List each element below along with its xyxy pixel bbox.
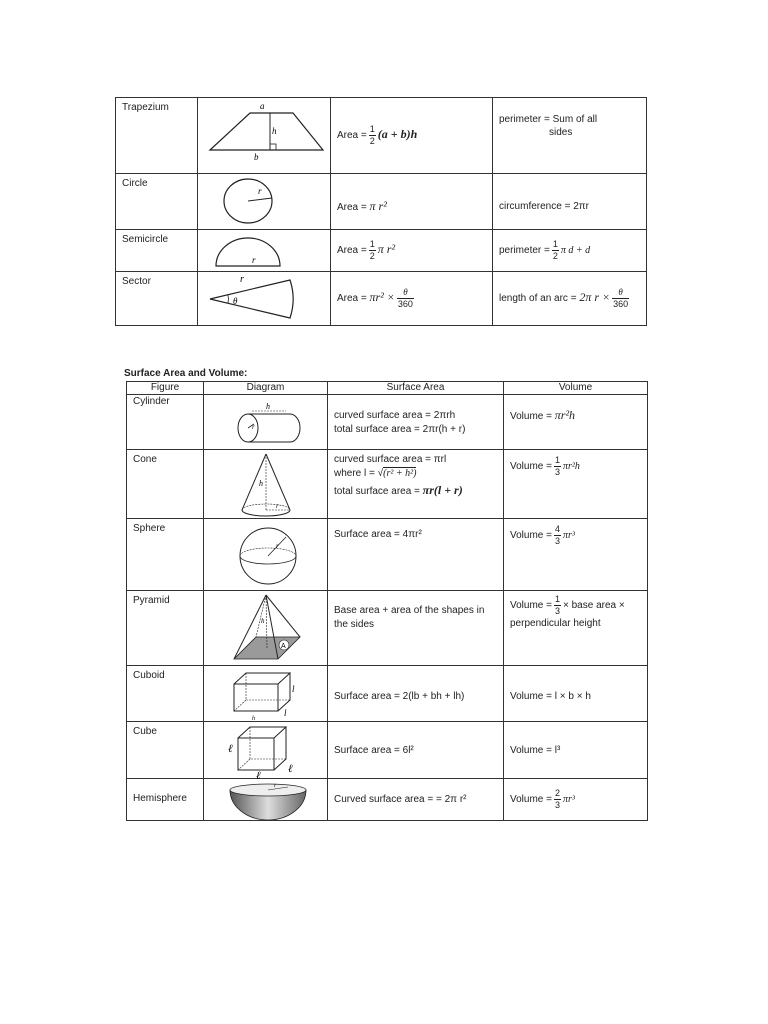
label-h: h xyxy=(252,716,255,722)
semicircle-icon xyxy=(198,230,331,272)
area-formula: Area = $\frac{1}{2}$ π r² xyxy=(331,230,493,272)
figure-name: Cuboid xyxy=(127,666,204,722)
label-l-left: ℓ xyxy=(228,743,233,755)
table-row xyxy=(116,272,647,326)
table-row xyxy=(116,230,647,272)
circumference-formula: circumference = 2πr xyxy=(493,174,647,230)
trapezium-diagram xyxy=(198,98,331,174)
table-row xyxy=(116,174,647,230)
volume-formula: Volume = l³ xyxy=(504,722,648,779)
label-l: l xyxy=(292,684,295,694)
table-row xyxy=(127,450,648,519)
shape-name: Semicircle xyxy=(116,230,198,272)
cylinder-icon xyxy=(204,395,328,450)
label-l-right: ℓ xyxy=(288,763,293,775)
table-row xyxy=(127,395,648,450)
label-h: h xyxy=(259,479,263,488)
surface-area-formula: curved surface area = πrl where l = √(r² + h²) total surface area = πr(l + r) xyxy=(328,450,504,519)
section-title: Surface Area and Volume: xyxy=(124,368,248,379)
arc-length-formula: length of an arc = 2π r × $\frac{\theta}{360}$ xyxy=(493,272,647,326)
pyramid-diagram xyxy=(204,591,328,666)
label-r: r xyxy=(252,255,256,265)
label-r: r xyxy=(274,783,277,789)
trapezium-icon xyxy=(198,98,331,174)
label-b: b xyxy=(254,152,259,162)
pyramid-icon xyxy=(204,591,328,666)
cube-diagram xyxy=(204,722,328,779)
volume-formula: Volume = $\frac{1}{3}$ πr²h xyxy=(504,450,648,519)
label-theta: θ xyxy=(233,296,238,306)
hemisphere-diagram xyxy=(204,779,328,821)
label-h: h xyxy=(266,402,270,411)
label-b: l xyxy=(284,708,287,718)
table-row xyxy=(127,666,648,722)
figure-name: Cube xyxy=(127,722,204,779)
hemisphere-icon xyxy=(204,779,328,821)
area-formula: Area = $\frac{1}{2}$ (a + b)h xyxy=(331,98,493,174)
sqrt-icon: √ xyxy=(377,468,384,479)
circle-diagram xyxy=(198,174,331,230)
header-surface-area: Surface Area xyxy=(328,382,504,395)
volume-formula: Volume = $\frac{1}{3}$ × base area × perpendicular height xyxy=(504,591,648,666)
surface-area-formula: Base area + area of the shapes in the sides xyxy=(328,591,504,666)
volume-formula: Volume = $\frac{2}{3}$ πr³ xyxy=(504,779,648,821)
header-volume: Volume xyxy=(504,382,648,395)
cone-icon xyxy=(204,450,328,519)
label-l-bottom: ℓ xyxy=(256,770,261,779)
label-r: r xyxy=(240,274,244,285)
header-row xyxy=(127,382,648,395)
cube-icon xyxy=(204,722,328,779)
shape-name: Sector xyxy=(116,272,198,326)
label-r: r xyxy=(276,502,279,510)
area-formula: Area = πr² × $\frac{\theta}{360}$ xyxy=(331,272,493,326)
area-formula: Area = π r² xyxy=(331,174,493,230)
figure-name: Hemisphere xyxy=(127,779,204,821)
table-row xyxy=(127,722,648,779)
label-r: r xyxy=(252,423,255,431)
volume-formula: Volume = πr²h xyxy=(504,395,648,450)
figure-name: Cylinder xyxy=(127,395,204,450)
table-row xyxy=(127,519,648,591)
perimeter-formula: perimeter = Sum of all sides xyxy=(493,98,647,174)
surface-area-formula: curved surface area = 2πrh total surface area = 2πr(h + r) xyxy=(328,395,504,450)
figure-name: Sphere xyxy=(127,519,204,591)
label-a: a xyxy=(260,101,265,111)
label-r: r xyxy=(276,542,279,550)
label-h: h xyxy=(261,617,265,625)
surface-area-formula: Surface area = 4πr² xyxy=(328,519,504,591)
surface-area-formula: Curved surface area = = 2π r² xyxy=(328,779,504,821)
cuboid-icon xyxy=(204,666,328,722)
sector-diagram xyxy=(198,272,331,326)
perimeter-formula: perimeter = $\frac{1}{2}$ π d + d xyxy=(493,230,647,272)
label-area: A xyxy=(281,643,286,650)
sphere-icon xyxy=(204,519,328,591)
label-h: h xyxy=(272,126,277,136)
volume-formula: Volume = $\frac{4}{3}$ πr³ xyxy=(504,519,648,591)
sphere-diagram xyxy=(204,519,328,591)
surface-area-formula: Surface area = 2(lb + bh + lh) xyxy=(328,666,504,722)
cone-diagram xyxy=(204,450,328,519)
table-row xyxy=(127,591,648,666)
shape-name: Trapezium xyxy=(116,98,198,174)
shape-name: Circle xyxy=(116,174,198,230)
semicircle-diagram xyxy=(198,230,331,272)
surface-area-formula: Surface area = 6l² xyxy=(328,722,504,779)
surface-volume-table xyxy=(126,381,648,821)
table-row xyxy=(116,98,647,174)
volume-formula: Volume = l × b × h xyxy=(504,666,648,722)
cuboid-diagram xyxy=(204,666,328,722)
circle-icon xyxy=(198,174,331,230)
header-figure: Figure xyxy=(127,382,204,395)
cylinder-diagram xyxy=(204,395,328,450)
figure-name: Cone xyxy=(127,450,204,519)
sector-icon xyxy=(198,272,331,326)
plane-shapes-table xyxy=(115,97,647,326)
header-diagram: Diagram xyxy=(204,382,328,395)
table-row xyxy=(127,779,648,821)
figure-name: Pyramid xyxy=(127,591,204,666)
label-r: r xyxy=(258,186,262,196)
